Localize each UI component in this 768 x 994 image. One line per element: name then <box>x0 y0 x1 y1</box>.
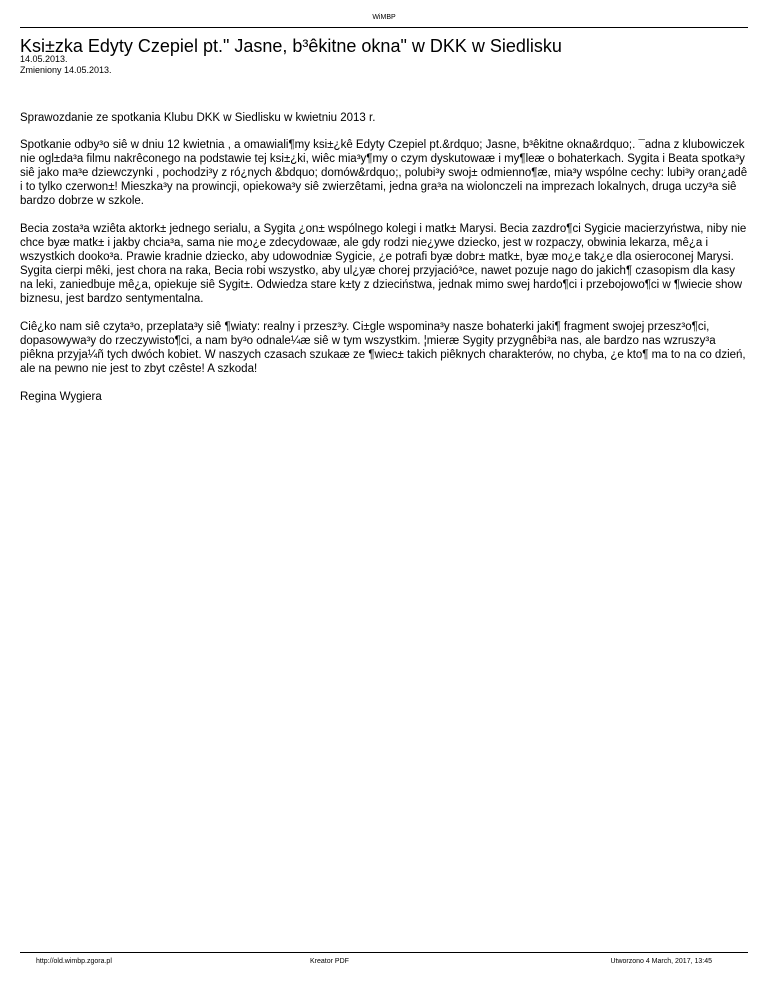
paragraph: Spotkanie odby³o siê w dniu 12 kwietnia , a omawiali¶my ksi±¿kê Edyty Czepiel pt.&rdquo; Jasne, b³êkitne okna&rdquo;. ¯adna z klubowiczek nie ogl±da³a filmu nakrêconego na podstawie tej ksi±¿ki, wiêc mia³y¶my o czym dyskutowaæ i my¶leæ o bohaterkach. Sygita i Beata spotka³y siê jako ma³e dziewczynki , pochodzi³y z ró¿nych &bdquo; domów&rdquo;, polubi³y swoj± odmienno¶æ, mia³y wspólne cechy: lubi³y oran¿adê i to tylko czerwon±! Mieszka³y na prowincji, opiekowa³y siê zwierzêtami, jedna gra³a na wiolonczeli na imprezach lokalnych, druga uczy³a siê bardzo dobrze w szkole. <box>20 139 748 207</box>
article-body <box>20 111 748 418</box>
footer-divider <box>20 952 748 953</box>
site-header: WiMBP <box>372 14 396 21</box>
paragraph: Ciê¿ko nam siê czyta³o, przeplata³y siê ¶wiaty: realny i przesz³y. Ci±gle wspomina³y nasze bohaterki jaki¶ fragment swojej przesz³o¶ci, dopasowywa³y do rzeczywisto¶ci, a nam by³o odnale¼æ siê w tym wszystkim. ¦mieræ Sygity przygnêbi³a nas, ale bardzo nas wzruszy³a piêkna przyja¼ñ tych dwóch kobiet. W naszych czasach szukaæ ze ¶wiec± takich piêknych charakterów, no chyba, ¿e kto¶ ma to na co dzień, ale na pewno nie jest to zbyt czêste! A szkoda! <box>20 321 746 375</box>
footer-generator: Kreator PDF <box>310 958 349 965</box>
article-dates <box>20 54 112 76</box>
author-signature: Regina Wygiera <box>20 391 102 403</box>
footer-url: http://old.wimbp.zgora.pl <box>36 958 112 965</box>
header-divider <box>20 27 748 28</box>
paragraph: Becia zosta³a wziêta aktork± jednego serialu, a Sygita ¿on± wspólnego kolegi i matk± Marysi. Becia zazdro¶ci Sygicie macierzyństwa, niby nie chce byæ matk± i jakby chcia³a, sama nie mo¿e zdecydowaæ, ale gdy rodzi nie¿ywe dziecko, jest w rozpaczy, obwinia lekarza, mê¿a i wszystkich dooko³a. Prawie kradnie dziecko, aby udowodniæ Sygicie, ¿e potrafi byæ dobr± matk±, byæ mo¿e tak¿e dla osieroconej Marysi. Sygita cierpi mêki, jest chora na raka, Becia robi wszystko, aby ul¿yæ chorej przyjació³ce, nawet pozuje nago do jakich¶ czasopism dla kasy na leki, zaniedbuje mê¿a, opiekuje siê Sygit±. Odwiedza stare k±ty z dzieciństwa, jednak mimo swej hardo¶ci i przebojowo¶ci w ¶wiecie show biznesu, jest bardzo sentymentalna. <box>20 223 747 305</box>
published-date: 14.05.2013. <box>20 54 68 64</box>
article-title: Ksi±zka Edyty Czepiel pt." Jasne, b³êkitne okna" w DKK w Siedlisku <box>20 36 562 56</box>
report-heading: Sprawozdanie ze spotkania Klubu DKK w Siedlisku w kwietniu 2013 r. <box>20 112 376 124</box>
footer-created: Utworzono 4 March, 2017, 13:45 <box>610 958 712 965</box>
modified-date: Zmieniony 14.05.2013. <box>20 65 112 75</box>
